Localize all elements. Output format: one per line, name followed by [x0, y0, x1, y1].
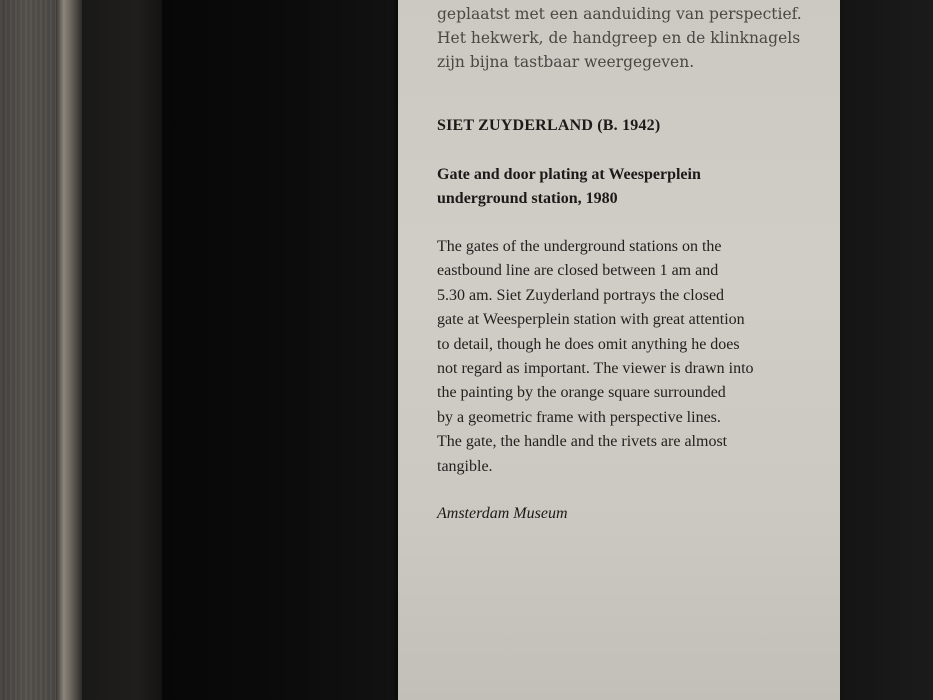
english-description: The gates of the underground stations on the eastbound line are closed between 1 am and 5.30 am. Siet Zuyderland portrays the closed gate at Weesperplein station with great attention to detail, though he does omit anything he does not regard as important. The viewer is drawn into the painting by the orange square surrounded by a geometric frame with perspective lines. The gate, the handle and the rivets are almost tangible.	[437, 238, 754, 475]
artist-name: SIET ZUYDERLAND (B. 1942)	[437, 117, 661, 134]
museum-credit: Amsterdam Museum	[437, 505, 568, 523]
right-dark-wall	[838, 0, 933, 700]
dark-frame	[82, 0, 162, 700]
label-text-block	[437, 2, 827, 523]
artwork-title: Gate and door plating at Weesperplein underground station, 1980	[437, 166, 701, 207]
concrete-wall	[0, 0, 58, 700]
black-wall-gap	[162, 0, 398, 700]
dutch-description-tail: geplaatst met een aanduiding van perspectief. Het hekwerk, de handgreep en de klinknagels zijn bijna tastbaar weergegeven.	[437, 5, 802, 71]
metal-frame-edge	[56, 0, 82, 700]
museum-label-panel	[398, 0, 840, 700]
